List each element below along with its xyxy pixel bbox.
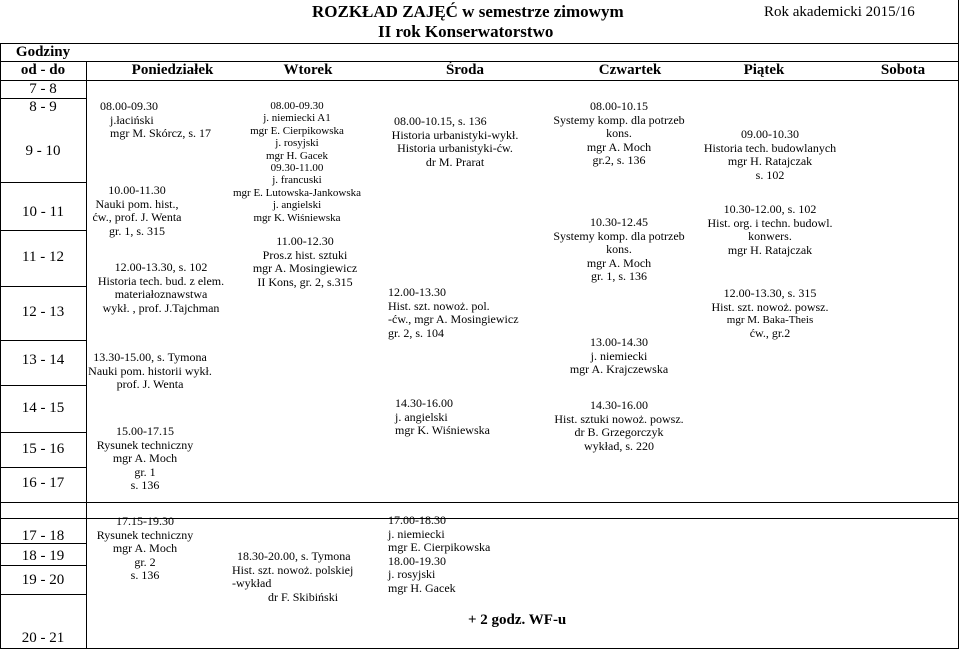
monday-class-3: 12.00-13.30, s. 102 Historia tech. bud. z elem. materiałoznawstwa wykł. , prof. J.Tajchman — [97, 260, 225, 315]
grid-line — [0, 648, 959, 649]
grid-line — [0, 340, 86, 341]
time-label: 18 - 19 — [21, 548, 65, 564]
time-label: 17 - 18 — [21, 528, 65, 544]
tuesday-class-1: 08.00-09.30 j. niemiecki A1 mgr E. Cierpikowska j. rosyjski mgr H. Gacek 09.30-11.00 j. francuski mgr E. Lutowska-Jankowska j. angielski mgr K. Wiśniewska — [232, 100, 361, 224]
schedule-title: ROZKŁAD ZAJĘĆ w semestrze zimowym — [312, 2, 624, 21]
pe-note: + 2 godz. WF-u — [468, 612, 567, 628]
header-tuesday: Wtorek — [283, 62, 333, 78]
time-label: 13 - 14 — [21, 352, 65, 368]
header-thursday: Czwartek — [598, 62, 662, 78]
time-label: 9 - 10 — [25, 143, 61, 159]
academic-year: Rok akademicki 2015/16 — [764, 4, 915, 20]
grid-line — [0, 182, 86, 183]
time-label: 12 - 13 — [21, 304, 65, 320]
thursday-class-2: 10.30-12.45 Systemy komp. dla potrzeb kons. mgr A. Moch gr. 1, s. 136 — [553, 215, 685, 284]
grid-line — [0, 432, 86, 433]
time-label: 11 - 12 — [22, 249, 64, 265]
header-saturday: Sobota — [880, 62, 926, 78]
tuesday-class-3: 18.30-20.00, s. Tymona Hist. szt. nowoż. polskiej -wykład dr F. Skibiński — [232, 549, 354, 604]
thursday-class-3: 13.00-14.30 j. niemiecki mgr A. Krajczewska — [569, 335, 669, 377]
grid-line — [0, 230, 86, 231]
grid-line — [0, 286, 86, 287]
time-label: 7 - 8 — [29, 81, 57, 97]
header-hours: Godziny — [15, 44, 71, 60]
thursday-class-1: 08.00-10.15 Systemy komp. dla potrzeb kons. mgr A. Moch gr.2, s. 136 — [553, 99, 685, 168]
grid-line — [0, 43, 959, 44]
grid-line — [0, 502, 959, 503]
grid-line — [0, 594, 86, 595]
time-label: 20 - 21 — [21, 630, 65, 646]
time-label: 19 - 20 — [21, 572, 65, 588]
wednesday-class-3: 14.30-16.00 j. angielski mgr K. Wiśniewska — [395, 396, 490, 438]
monday-class-4: 13.30-15.00, s. Tymona Nauki pom. historii wykł. prof. J. Wenta — [88, 350, 212, 392]
wednesday-class-2: 12.00-13.30 Hist. szt. nowoż. pol. -ćw., mgr A. Mosingiewicz gr. 2, s. 104 — [388, 285, 519, 340]
time-label: 14 - 15 — [21, 400, 65, 416]
monday-class-5: 15.00-17.15 Rysunek techniczny mgr A. Moch gr. 1 s. 136 — [96, 424, 194, 493]
friday-class-3: 12.00-13.30, s. 315 Hist. szt. nowoż. powsz. mgr M. Baka-Theis ćw., gr.2 — [711, 286, 829, 340]
header-friday: Piątek — [743, 62, 785, 78]
grid-line — [0, 80, 959, 81]
grid-line — [0, 385, 86, 386]
thursday-class-4: 14.30-16.00 Hist. sztuki nowoż. powsz. dr B. Grzegorczyk wykład, s. 220 — [554, 398, 684, 453]
header-monday: Poniedziałek — [131, 62, 214, 78]
header-from-to: od - do — [20, 62, 66, 78]
header-wednesday: Środa — [445, 62, 485, 78]
grid-line — [0, 565, 86, 566]
monday-class-2: 10.00-11.30 Nauki pom. hist., ćw., prof. J. Wenta gr. 1, s. 315 — [92, 183, 182, 238]
time-label: 15 - 16 — [21, 441, 65, 457]
time-label: 8 - 9 — [29, 99, 57, 115]
friday-class-2: 10.30-12.00, s. 102 Hist. org. i techn. budowl. konwers. mgr H. Ratajczak — [707, 202, 833, 257]
tuesday-class-2: 11.00-12.30 Pros.z hist. sztuki mgr A. Mosingiewicz II Kons, gr. 2, s.315 — [252, 234, 358, 289]
time-label: 16 - 17 — [21, 475, 65, 491]
grid-line — [0, 467, 86, 468]
wednesday-class-4: 17.00-18.30 j. niemiecki mgr E. Cierpikowska 18.00-19.30 j. rosyjski mgr H. Gacek — [388, 513, 491, 595]
monday-class-6: 17.15-19.30 Rysunek techniczny mgr A. Moch gr. 2 s. 136 — [96, 514, 194, 583]
monday-class-1: 08.00-09.30 j.łaciński mgr M. Skórcz, s. 17 — [100, 99, 211, 141]
schedule-subtitle: II rok Konserwatorstwo — [378, 22, 554, 41]
time-label: 10 - 11 — [22, 204, 64, 220]
friday-class-1: 09.00-10.30 Historia tech. budowlanych mgr H. Ratajczak s. 102 — [703, 127, 837, 182]
wednesday-class-1: 08.00-10.15, s. 136 Historia urbanistyki-wykł. Historia urbanistyki-ćw. dr M. Prarat — [391, 114, 519, 169]
